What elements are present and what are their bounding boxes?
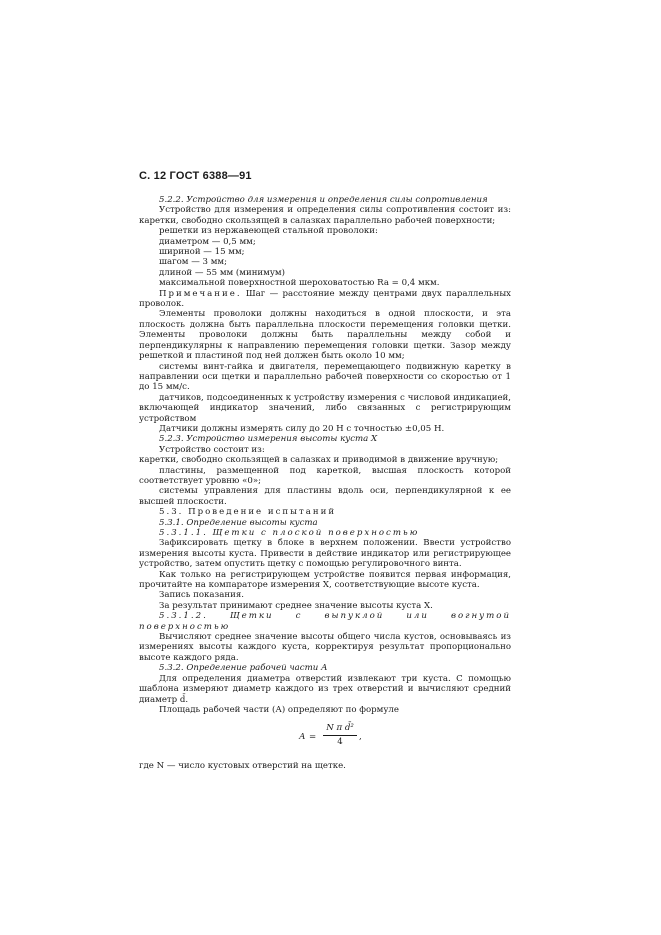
formula-lhs: А	[299, 732, 306, 743]
paragraph: системы винт-гайка и двигателя, перемещающего подвижную каретку в направлении оси щетки и параллельно рабочей поверхности со скоростью от 1 до 15 мм/с.	[139, 361, 511, 393]
section-heading-5-3-1-1: 5.3.1.1. Щетки с плоской поверхностью	[159, 528, 420, 538]
list-item: максимальной поверхностной шероховатостью Ra = 0,4 мкм.	[159, 278, 440, 289]
paragraph: Как только на регистрирующем устройстве появится первая информация, прочитайте на компараторе измерения Х, соответствующие высоте куста.	[139, 569, 511, 591]
paragraph: Элементы проволоки должны находиться в одной плоскости, и эта плоскость должна быть параллельна плоскости перемещения головки щетки. Элементы проволоки должны быть параллельны между собой и перпендикулярны к направлению перемещения головки щетки. Зазор между решеткой и пластиной под ней должен быть около 10 мм;	[139, 309, 511, 362]
formula-numerator: N π d̄²	[323, 723, 357, 735]
list-item: каретки, свободно скользящей в салазках и приводимой в движение вручную;	[139, 455, 499, 466]
list-item: диаметром — 0,5 мм;	[159, 236, 256, 247]
section-heading-5-2-3: 5.2.3. Устройство измерения высоты куста Х	[159, 434, 378, 445]
list-intro: решетки из нержавеющей стальной проволоки:	[159, 226, 378, 237]
formula-denominator: 4	[337, 736, 343, 747]
paragraph: датчиков, подсоединенных к устройству измерения с числовой индикацией, включающей индикатор значений, либо связанных с регистрирующим устройством	[139, 392, 511, 424]
formula-comma: ,	[359, 732, 362, 743]
area-formula	[139, 721, 511, 755]
section-heading-5-3: 5.3. Проведение испытаний	[159, 507, 337, 518]
section-heading-5-2-2: 5.2.2. Устройство для измерения и определения силы сопротивления	[159, 195, 488, 205]
paragraph: Датчики должны измерять силу до 20 Н с точностью ±0,05 Н.	[159, 423, 445, 434]
note-label: Примечание.	[159, 288, 242, 299]
paragraph: Для определения диаметра отверстий извлекают три куста. С помощью шаблона измеряют диаметр каждого из трех отверстий и вычисляют средний диаметр d̄.	[139, 673, 511, 705]
formula-equals: =	[309, 732, 317, 743]
formula-legend: где N — число кустовых отверстий на щетке.	[139, 761, 346, 772]
document-body	[139, 195, 511, 772]
note-text: Шаг — расстояние между центрами двух параллельных проволок.	[139, 288, 512, 310]
list-item: пластины, размещенной под кареткой, высшая плоскость которой соответствует уровню «0»;	[139, 465, 511, 486]
list-item: шириной — 15 мм;	[159, 247, 245, 258]
paragraph: Вычисляют среднее значение высоты общего числа кустов, основываясь из измерениях высоты каждого куста, корректируя результат пропорционально высоте каждого ряда.	[139, 632, 511, 663]
section-heading-5-3-1-2: 5.3.1.2. Щетки с выпуклой или вогнутой поверхностью	[139, 611, 511, 632]
paragraph: Площадь рабочей части (А) определяют по формуле	[159, 704, 399, 715]
paragraph: Устройство для измерения и определения силы сопротивления состоит из: каретки, свободно скользящей в салазках параллельно рабочей поверхности;	[139, 205, 511, 226]
page-header: С. 12 ГОСТ 6388—91	[139, 170, 252, 182]
list-item: системы управления для пластины вдоль оси, перпендикулярной к ее высшей плоскости.	[139, 486, 511, 507]
formula-fraction	[323, 723, 357, 747]
paragraph: Запись показания.	[159, 590, 244, 601]
paragraph: Зафиксировать щетку в блоке в верхнем положении. Ввести устройство измерения высоты куста. Привести в действие индикатор или регистрирующее устройство, затем опустить щетку с помощью регулировочного винта.	[139, 538, 511, 570]
section-heading-5-3-2: 5.3.2. Определение рабочей части А	[159, 663, 328, 674]
list-item: длиной — 55 мм (минимум)	[159, 267, 285, 278]
section-heading-5-3-1: 5.3.1. Определение высоты куста	[159, 517, 318, 528]
paragraph: Устройство состоит из:	[159, 444, 265, 455]
paragraph: За результат принимают среднее значение высоты куста Х.	[159, 600, 433, 611]
list-item: шагом — 3 мм;	[159, 257, 227, 268]
note	[139, 289, 511, 310]
